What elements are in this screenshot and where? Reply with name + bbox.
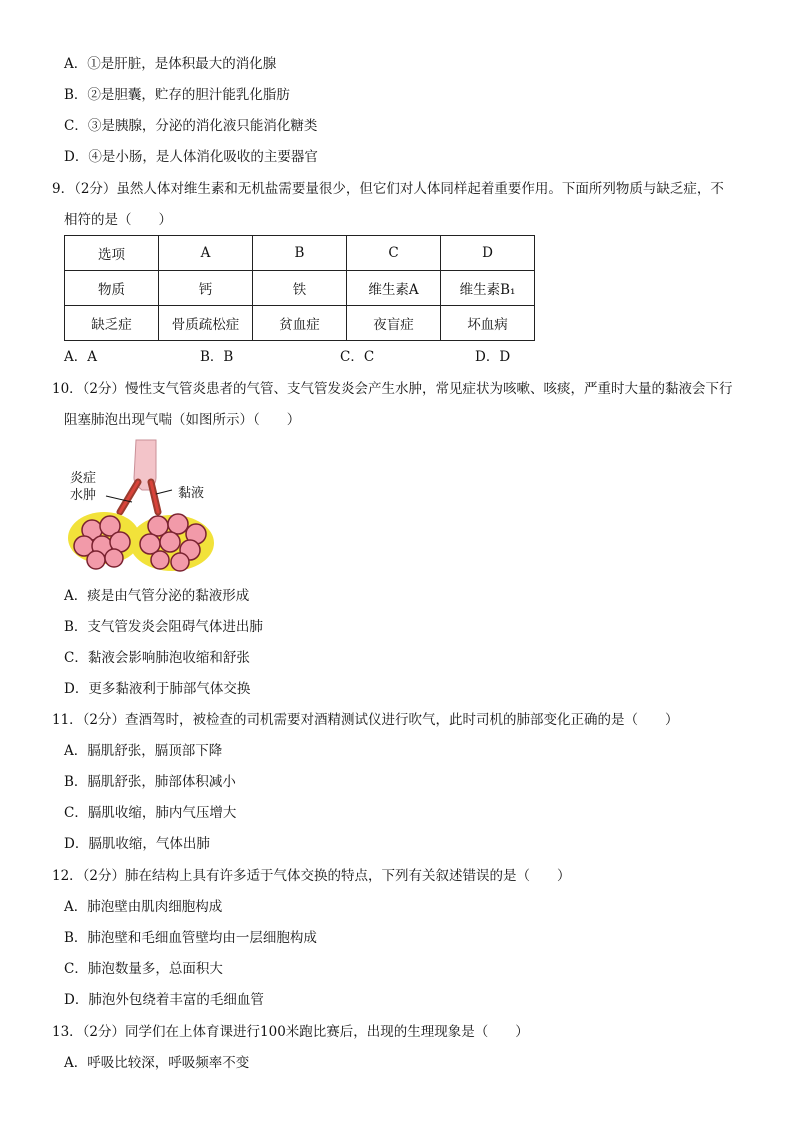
q9-stem-line1: 9．（2分）虽然人体对维生素和无机盐需要量很少，但它们对人体同样起着重要作用。下面所列物质与缺乏症，不 <box>52 181 724 197</box>
q8-option-a: A．①是肝脏，是体积最大的消化腺 <box>64 56 277 72</box>
table-cell: 钙 <box>159 271 253 306</box>
q13-option-a: A．呼吸比较深，呼吸频率不变 <box>64 1055 250 1071</box>
q9-stem-line2: 相符的是（ ） <box>64 212 172 228</box>
table-cell: 选项 <box>65 236 159 271</box>
table-cell: 铁 <box>253 271 347 306</box>
table-cell: 物质 <box>65 271 159 306</box>
q12-option-d: D．肺泡外包绕着丰富的毛细血管 <box>64 992 264 1008</box>
table-cell: 夜盲症 <box>347 306 441 341</box>
q11-option-d: D．膈肌收缩，气体出肺 <box>64 836 210 852</box>
table-cell: B <box>253 236 347 271</box>
bronchi-alveoli-figure <box>62 438 222 578</box>
q8-option-b: B．②是胆囊，贮存的胆汁能乳化脂肪 <box>64 87 290 103</box>
q8-option-d: D．④是小肠，是人体消化吸收的主要器官 <box>64 149 318 165</box>
q12-option-a: A．肺泡壁由肌肉细胞构成 <box>64 899 223 915</box>
q9-choice-c: C．C <box>340 349 375 365</box>
q9-choice-b: B．B <box>200 349 234 365</box>
table-cell: 贫血症 <box>253 306 347 341</box>
q13-stem: 13．（2分）同学们在上体育课进行100米跑比赛后，出现的生理现象是（ ） <box>52 1024 529 1040</box>
q11-option-c: C．膈肌收缩，肺内气压增大 <box>64 805 237 821</box>
inflammation-label <box>70 470 96 504</box>
q9-choice-a: A．A <box>64 349 97 365</box>
q10-option-b: B．支气管发炎会阻碍气体进出肺 <box>64 619 263 635</box>
table-cell: 缺乏症 <box>65 306 159 341</box>
table-row <box>65 306 535 341</box>
mucus-label: 黏液 <box>178 486 205 501</box>
table-cell: 维生素A <box>347 271 441 306</box>
table-cell: 维生素B₁ <box>441 271 535 306</box>
q12-stem: 12．（2分）肺在结构上具有许多适于气体交换的特点，下列有关叙述错误的是（ ） <box>52 868 571 884</box>
lung-illustration <box>62 438 222 578</box>
table-cell: 坏血病 <box>441 306 535 341</box>
table-cell: 骨质疏松症 <box>159 306 253 341</box>
table-cell: C <box>347 236 441 271</box>
table-row <box>65 236 535 271</box>
q11-option-b: B．膈肌舒张，肺部体积减小 <box>64 774 236 790</box>
q10-option-a: A．痰是由气管分泌的黏液形成 <box>64 588 250 604</box>
q9-choice-d: D．D <box>475 349 511 365</box>
q11-option-a: A．膈肌舒张，膈顶部下降 <box>64 743 223 759</box>
q12-option-b: B．肺泡壁和毛细血管壁均由一层细胞构成 <box>64 930 317 946</box>
q10-stem-line2: 阻塞肺泡出现气喘（如图所示）（ ） <box>64 412 301 428</box>
table-row <box>65 271 535 306</box>
table-cell: D <box>441 236 535 271</box>
q10-option-d: D．更多黏液利于肺部气体交换 <box>64 681 251 697</box>
q12-option-c: C．肺泡数量多，总面积大 <box>64 961 223 977</box>
q8-option-c: C．③是胰腺，分泌的消化液只能消化糖类 <box>64 118 318 134</box>
q9-table <box>64 235 535 341</box>
q10-stem-line1: 10．（2分）慢性支气管炎患者的气管、支气管发炎会产生水肿，常见症状为咳嗽、咳痰，严重时大量的黏液会下行 <box>52 381 733 397</box>
inflammation-label-line1: 炎症 <box>70 471 97 486</box>
inflammation-label-line2: 水肿 <box>70 488 97 503</box>
q10-option-c: C．黏液会影响肺泡收缩和舒张 <box>64 650 250 666</box>
q11-stem: 11．（2分）查酒驾时，被检查的司机需要对酒精测试仪进行吹气，此时司机的肺部变化正确的是（ ） <box>52 712 679 728</box>
table-cell: A <box>159 236 253 271</box>
